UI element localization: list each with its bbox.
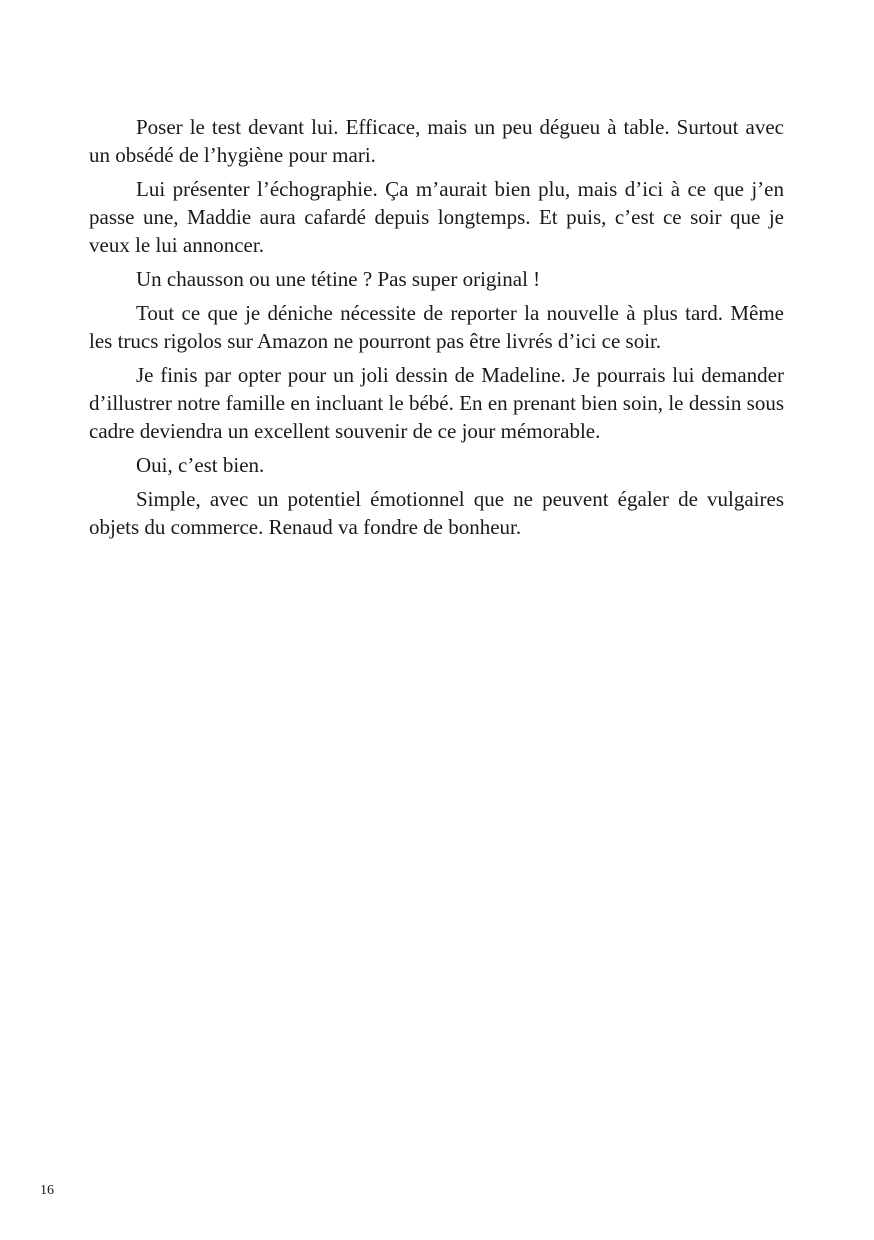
paragraph-2: Lui présenter l’échographie. Ça m’aurait bien plu, mais d’ici à ce que j’en passe une, Maddie aura cafardé depuis longtemps. Et puis, c’est ce soir que je veux le lui annoncer. — [89, 177, 784, 257]
page-number: 16 — [40, 1183, 54, 1198]
paragraph-7: Simple, avec un potentiel émotionnel que ne peuvent égaler de vulgaires objets du commerce. Renaud va fondre de bonheur. — [89, 487, 784, 539]
paragraph-1: Poser le test devant lui. Efficace, mais un peu dégueu à table. Surtout avec un obsédé de l’hygiène pour mari. — [89, 115, 784, 167]
body-text — [89, 113, 784, 547]
paragraph-6: Oui, c’est bien. — [136, 453, 265, 477]
paragraph-5: Je finis par opter pour un joli dessin de Madeline. Je pourrais lui demander d’illustrer notre famille en incluant le bébé. En en prenant bien soin, le dessin sous cadre deviendra un excellent souvenir de ce jour mémorable. — [89, 363, 784, 443]
paragraph-4: Tout ce que je déniche nécessite de reporter la nouvelle à plus tard. Même les trucs rigolos sur Amazon ne pourront pas être livrés d’ici ce soir. — [89, 301, 784, 353]
paragraph-3: Un chausson ou une tétine ? Pas super original ! — [136, 267, 541, 291]
